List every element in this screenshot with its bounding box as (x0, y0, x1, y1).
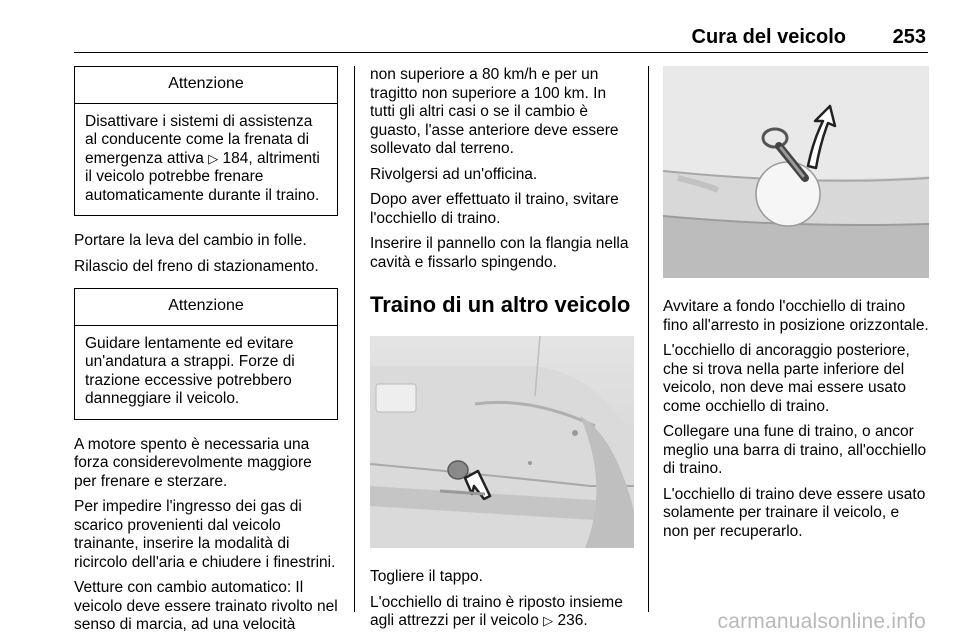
paragraph: L'occhiello di traino deve essere usato solamente per trainare il veicolo, e non per recuperarlo. (663, 485, 926, 540)
paragraph: Vetture con cambio automatico: Il veicolo deve essere trainato rivolto nel senso di marcia, ad una velocità (74, 579, 338, 633)
warning-box (74, 66, 338, 216)
towing-eye-illustration (663, 66, 929, 278)
column-1 (74, 66, 338, 642)
watermark: carmanualsonline.info (717, 610, 926, 633)
column-divider (354, 66, 355, 612)
paragraph: Inserire il pannello con la flangia nella cavità e fissarlo spingendo. (370, 235, 629, 271)
paragraph: L'occhiello di ancoraggio posteriore, che si trova nella parte inferiore del veicolo, non deve mai essere usato come occhiello di traino. (663, 342, 910, 415)
paragraph: Rivolgersi ad un'officina. (370, 165, 538, 183)
page-number: 253 (892, 26, 926, 48)
column-3 (663, 66, 929, 548)
paragraph: Togliere il tappo. (370, 568, 483, 585)
warning-text: Disattivare i sistemi di assistenza al conducente come la frenata di emergenza attiva ▷ 184, altrimenti il veicolo potrebbe frenare automaticamente durante il traino. (85, 112, 320, 204)
section-title: Traino di un altro veicolo (370, 292, 631, 317)
paragraph: Per impedire l'ingresso dei gas di scarico provenienti dal veicolo trainante, inserire la modalità di ricircolo dell'aria e chiudere i finestrini. (74, 498, 336, 571)
paragraph: Collegare una fune di traino, o ancor meglio una barra di traino, all'occhiello di traino. (663, 423, 927, 477)
paragraph: Avvitare a fondo l'occhiello di traino fino all'arresto in posizione orizzontale. (663, 298, 929, 334)
warning-text: Guidare lentamente ed evitare un'andatura a strappi. Forze di trazione eccessive potrebbero danneggiare il veicolo. (85, 334, 295, 407)
paragraph: Dopo aver effettuato il traino, svitare l'occhiello di traino. (370, 191, 619, 227)
paragraph: Portare la leva del cambio in folle. (74, 232, 307, 249)
column-divider (648, 66, 649, 612)
section-header-title: Cura del veicolo (691, 26, 846, 48)
rear-bumper-illustration (370, 336, 634, 548)
paragraph: Rilascio del freno di stazionamento. (74, 257, 319, 275)
warning-heading: Attenzione (75, 289, 337, 326)
reference-arrow-icon: ▷ (208, 150, 219, 166)
warning-heading: Attenzione (75, 67, 337, 104)
warning-box (74, 288, 338, 420)
page-header (74, 22, 928, 53)
paragraph: L'occhiello di traino è riposto insieme agli attrezzi per il veicolo ▷ 236. (370, 593, 623, 629)
column-2 (370, 66, 634, 638)
paragraph: A motore spento è necessaria una forza considerevolmente maggiore per frenare e sterzare. (74, 435, 312, 490)
reference-arrow-icon: ▷ (543, 613, 554, 628)
paragraph: non superiore a 80 km/h e per un tragitto non superiore a 100 km. In tutti gli altri casi o se il cambio è guasto, l'asse anteriore deve essere sollevato dal terreno. (370, 66, 619, 157)
